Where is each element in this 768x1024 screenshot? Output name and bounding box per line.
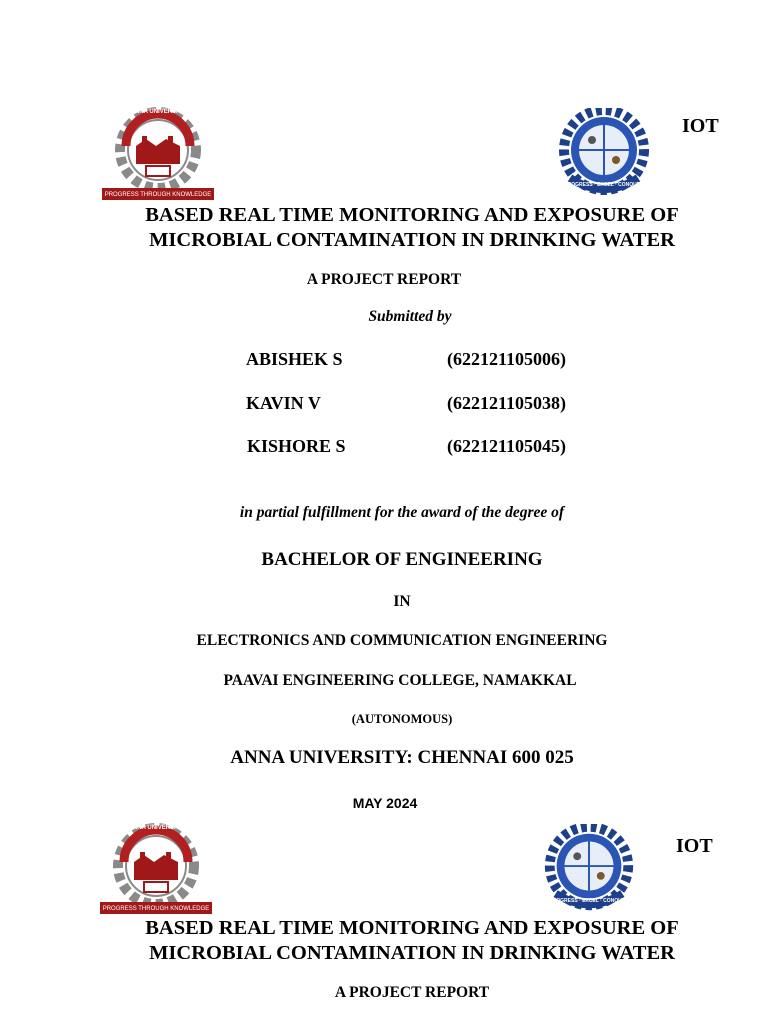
- degree: BACHELOR OF ENGINEERING: [261, 549, 543, 570]
- paavai-college-emblem: [552, 108, 656, 198]
- student-name: KAVIN V: [246, 393, 321, 413]
- anna-logo-arc-text: ANNA UNIVERSITY: [128, 825, 184, 831]
- anna-logo-banner-text: PROGRESS THROUGH KNOWLEDGE: [102, 906, 210, 912]
- iot-label: IOT: [676, 835, 713, 857]
- paavai-emblem-ring-text: PROGRESS · EXCEL · CONQUER: [549, 898, 629, 904]
- project-title-line-1: BASED REAL TIME MONITORING AND EXPOSURE OF: [145, 204, 679, 226]
- project-title-line-2: MICROBIAL CONTAMINATION IN DRINKING WATER: [149, 229, 675, 251]
- student-reg: (622121105045): [447, 436, 566, 456]
- college: PAAVAI ENGINEERING COLLEGE, NAMAKKAL: [223, 672, 577, 689]
- department: ELECTRONICS AND COMMUNICATION ENGINEERING: [196, 632, 608, 649]
- autonomous-label: (AUTONOMOUS): [351, 712, 453, 726]
- student-name: ABISHEK S: [246, 349, 343, 369]
- anna-logo-arc-text: ANNA UNIVERSITY: [130, 109, 186, 115]
- student-name: KISHORE S: [247, 436, 346, 456]
- submission-date: MAY 2024: [352, 795, 418, 811]
- anna-university-logo: [100, 822, 212, 916]
- paavai-college-emblem: [538, 824, 640, 914]
- in-label: IN: [393, 593, 411, 610]
- project-title-line-2: MICROBIAL CONTAMINATION IN DRINKING WATER: [149, 942, 675, 964]
- anna-university-logo: [102, 106, 214, 202]
- report-type: A PROJECT REPORT: [334, 984, 490, 1001]
- iot-label: IOT: [682, 115, 719, 137]
- report-type: A PROJECT REPORT: [306, 271, 462, 288]
- student-reg: (622121105038): [447, 393, 566, 413]
- anna-logo-banner-text: PROGRESS THROUGH KNOWLEDGE: [104, 192, 212, 198]
- project-title-line-1: BASED REAL TIME MONITORING AND EXPOSURE OF: [145, 917, 679, 939]
- fulfillment-text: in partial fulfillment for the award of the degree of: [239, 504, 565, 521]
- student-reg: (622121105006): [447, 349, 566, 369]
- university: ANNA UNIVERSITY: CHENNAI 600 025: [230, 747, 574, 768]
- paavai-emblem-ring-text: PROGRESS · EXCEL · CONQUER: [564, 182, 644, 188]
- submitted-by: Submitted by: [368, 308, 452, 325]
